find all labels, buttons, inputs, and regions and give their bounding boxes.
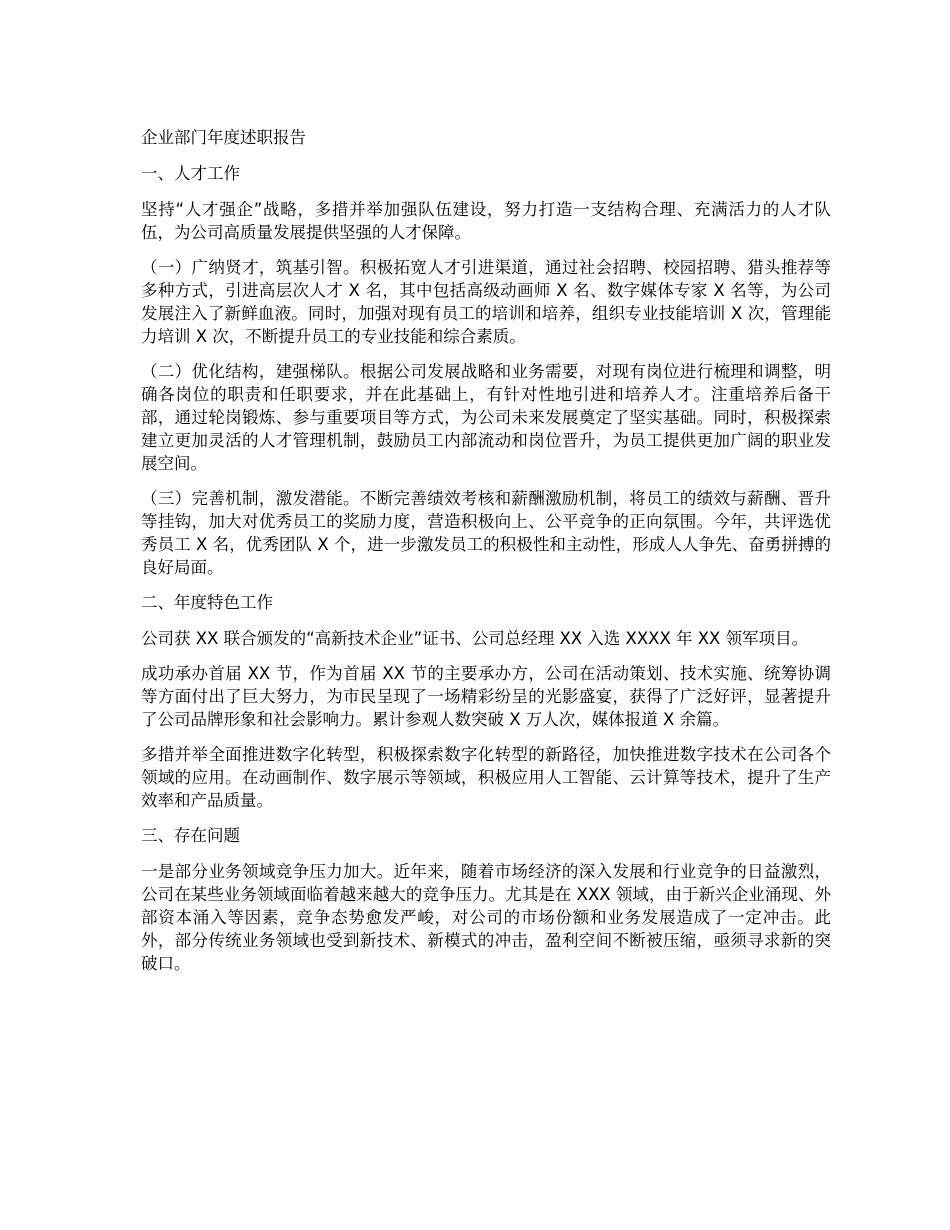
section-heading-talent: 一、人才工作 [141,164,240,183]
section-heading-featured-work: 二、年度特色工作 [141,593,273,612]
paragraph: 公司获 XX 联合颁发的“高新技术企业”证书、公司总经理 XX 入选 XXXX 年 XX 领军项目。 [141,629,809,648]
paragraph: 一是部分业务领域竞争压力加大。近年来，随着市场经济的深入发展和行业竞争的日益激烈，公司在某些业务领域面临着越来越大的竞争压力。尤其是在 XXX 领域，由于新兴企业涌现、外部资本涌入等因素，竞争态势愈发严峻，对公司的市场份额和业务发展造成了一定冲击。此外，部分传统业务领域也受到新技术、新模式的冲击，盈利空间不断被压缩，亟须寻求新的突破口。 [141,862,831,973]
paragraph: （一）广纳贤才，筑基引智。积极拓宽人才引进渠道，通过社会招聘、校园招聘、猎头推荐等多种方式，引进高层次人才 X 名，其中包括高级动画师 X 名、数字媒体专家 X 名等，为公司发展注入了新鲜血液。同时，加强对现有员工的培训和培养，组织专业技能培训 X 次，管理能力培训 X 次，不断提升员工的专业技能和综合素质。 [141,258,831,346]
paragraph: 多措并举全面推进数字化转型，积极探索数字化转型的新路径，加快推进数字技术在公司各个领域的应用。在动画制作、数字展示等领域，积极应用人工智能、云计算等技术，提升了生产效率和产品质量。 [141,745,831,810]
document-page [141,126,831,987]
section-heading-problems: 三、存在问题 [141,826,240,845]
paragraph: 坚持“人才强企”战略，多措并举加强队伍建设，努力打造一支结构合理、充满活力的人才队伍，为公司高质量发展提供坚强的人才保障。 [141,200,831,242]
paragraph: （二）优化结构，建强梯队。根据公司发展战略和业务需要，对现有岗位进行梳理和调整，明确各岗位的职责和任职要求，并在此基础上，有针对性地引进和培养人才。注重培养后备干部，通过轮岗锻炼、参与重要项目等方式，为公司未来发展奠定了坚实基础。同时，积极探索建立更加灵活的人才管理机制，鼓励员工内部流动和岗位晋升，为员工提供更加广阔的职业发展空间。 [141,362,831,473]
paragraph: （三）完善机制，激发潜能。不断完善绩效考核和薪酬激励机制，将员工的绩效与薪酬、晋升等挂钩，加大对优秀员工的奖励力度，营造积极向上、公平竞争的正向氛围。今年，共评选优秀员工 X 名，优秀团队 X 个，进一步激发员工的积极性和主动性，形成人人争先、奋勇拼搏的良好局面。 [141,489,831,577]
document-title: 企业部门年度述职报告 [141,128,306,147]
paragraph: 成功承办首届 XX 节，作为首届 XX 节的主要承办方，公司在活动策划、技术实施、统筹协调等方面付出了巨大努力，为市民呈现了一场精彩纷呈的光影盛宴，获得了广泛好评，显著提升了公司品牌形象和社会影响力。累计参观人数突破 X 万人次，媒体报道 X 余篇。 [141,664,831,729]
